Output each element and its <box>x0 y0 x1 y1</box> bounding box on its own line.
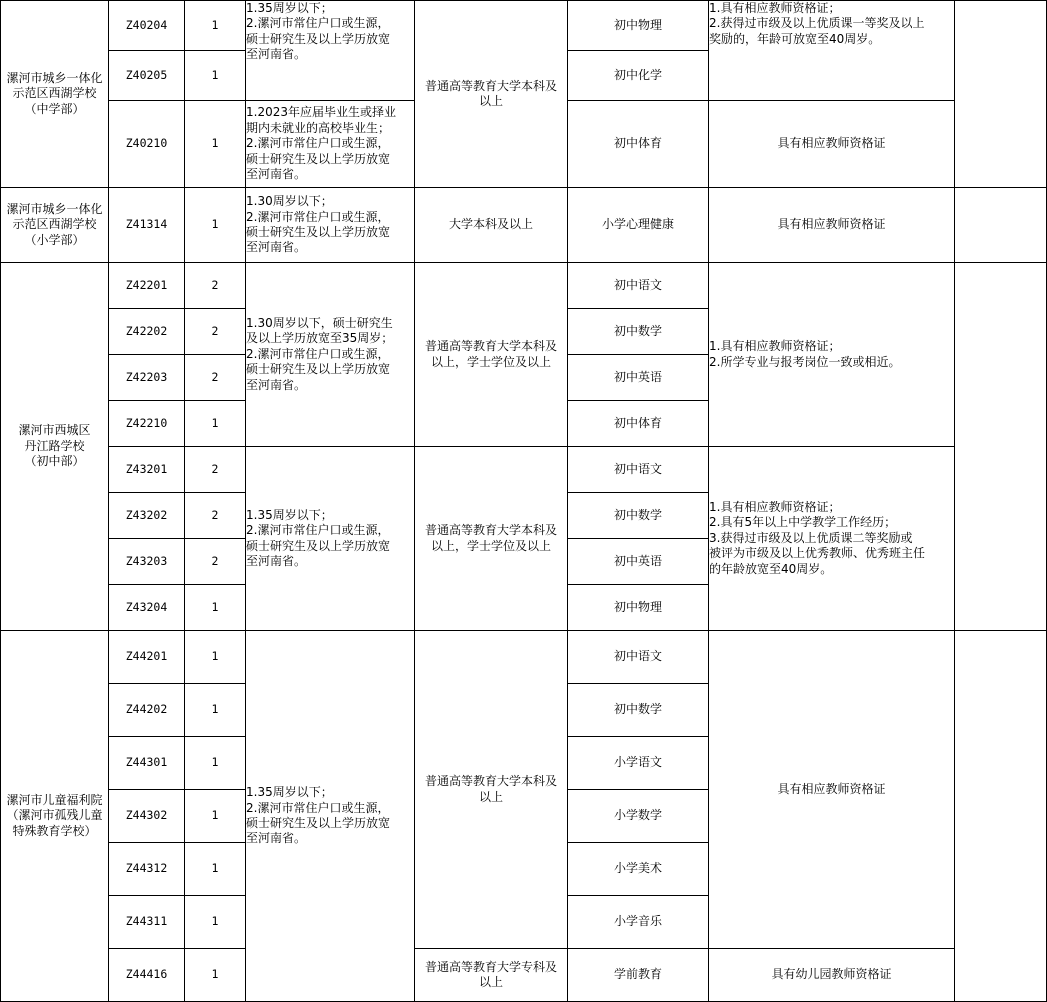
headcount-cell <box>185 631 245 683</box>
column-border <box>708 0 709 1002</box>
position-code-cell <box>109 309 184 354</box>
subject-cell-text: 初中语文 <box>613 277 662 292</box>
headcount-cell-text: 1 <box>211 702 219 717</box>
headcount-cell <box>185 188 245 262</box>
row-border <box>108 308 246 309</box>
row-border <box>567 354 709 355</box>
row-border <box>108 736 246 737</box>
age-requirement-cell <box>246 447 414 630</box>
row-border <box>108 354 246 355</box>
column-border <box>414 0 415 1002</box>
position-code-cell-text: Z43201 <box>125 461 168 476</box>
headcount-cell <box>185 949 245 1001</box>
headcount-cell <box>185 101 245 187</box>
school-name-cell <box>1 631 108 1001</box>
education-cell-text: 普通高等教育大学本科及 以上，学士学位及以上 <box>424 523 557 553</box>
position-code-cell <box>109 101 184 187</box>
headcount-cell-text: 1 <box>211 415 219 430</box>
position-code-cell-text: Z41314 <box>125 217 168 232</box>
position-code-cell-text: Z44311 <box>125 914 168 929</box>
position-code-cell-text: Z43202 <box>125 507 168 522</box>
row-border <box>567 100 955 101</box>
column-border <box>954 0 955 1002</box>
subject-cell <box>568 631 708 683</box>
subject-cell <box>568 1 708 50</box>
row-border <box>567 538 709 539</box>
age-requirement-cell-text: 1.2023年应届毕业生或择业 期内未就业的高校毕业生； 2.漯河市常住户口或生源， 硕士研究生及以上学历放宽 至河南省。 <box>246 105 396 182</box>
row-border <box>108 683 246 684</box>
headcount-cell-text: 1 <box>211 967 219 982</box>
education-cell <box>415 1 567 187</box>
position-code-cell <box>109 447 184 492</box>
subject-cell-text: 初中体育 <box>613 415 662 430</box>
headcount-cell <box>185 493 245 538</box>
other-requirement-cell <box>709 263 954 446</box>
headcount-cell-text: 2 <box>211 369 219 384</box>
position-code-cell-text: Z44302 <box>125 808 168 823</box>
subject-cell-text: 初中体育 <box>613 136 662 151</box>
headcount-cell-text: 2 <box>211 553 219 568</box>
position-code-cell <box>109 790 184 842</box>
other-requirement-cell <box>709 101 954 187</box>
other-requirement-cell <box>709 447 954 630</box>
headcount-cell-text: 1 <box>211 755 219 770</box>
other-requirement-cell <box>709 188 954 262</box>
headcount-cell-text: 1 <box>211 649 219 664</box>
position-code-cell-text: Z44416 <box>125 967 168 982</box>
position-code-cell-text: Z43204 <box>125 599 168 614</box>
subject-cell <box>568 896 708 948</box>
other-requirement-cell-text: 具有相应教师资格证 <box>777 217 886 232</box>
position-code-cell-text: Z44201 <box>125 649 168 664</box>
subject-cell <box>568 447 708 492</box>
school-name-cell-text: 漯河市儿童福利院 （漯河市孤残儿童 特殊教育学校） <box>6 792 103 838</box>
position-code-cell-text: Z42203 <box>125 369 168 384</box>
position-code-cell-text: Z44312 <box>125 861 168 876</box>
subject-cell <box>568 949 708 1001</box>
age-requirement-cell <box>246 263 414 446</box>
education-cell <box>415 447 567 630</box>
subject-cell <box>568 737 708 789</box>
education-cell-text: 普通高等教育大学本科及 以上，学士学位及以上 <box>424 339 557 369</box>
headcount-cell-text: 1 <box>211 67 219 82</box>
subject-cell-text: 小学心理健康 <box>601 217 674 232</box>
block-border <box>0 262 1047 263</box>
subject-cell-text: 小学数学 <box>613 808 662 823</box>
position-code-cell <box>109 263 184 308</box>
age-requirement-cell <box>246 188 414 262</box>
position-code-cell <box>109 896 184 948</box>
school-name-cell-text: 漯河市城乡一体化 示范区西湖学校 （小学部） <box>6 201 103 247</box>
education-cell <box>415 949 567 1001</box>
age-requirement-cell <box>246 101 414 187</box>
subject-cell <box>568 843 708 895</box>
education-cell-text: 普通高等教育大学本科及 以上 <box>424 774 557 804</box>
row-border <box>567 789 709 790</box>
school-name-cell-text: 漯河市城乡一体化 示范区西湖学校 （中学部） <box>6 70 103 116</box>
headcount-cell-text: 2 <box>211 323 219 338</box>
position-code-cell-text: Z42202 <box>125 323 168 338</box>
row-border <box>567 842 709 843</box>
position-code-cell <box>109 493 184 538</box>
other-requirement-cell-text: 1.具有相应教师资格证； 2.具有5年以上中学教学工作经历； 3.获得过市级及以上优质课二等奖励或 被评为市级及以上优秀教师、优秀班主任 的年龄放宽至40周岁。 <box>709 499 926 576</box>
subject-cell <box>568 790 708 842</box>
other-requirement-cell-text: 1.具有相应教师资格证； 2.所学专业与报考岗位一致或相近。 <box>709 339 901 369</box>
headcount-cell-text: 1 <box>211 861 219 876</box>
table-border <box>0 0 1 1002</box>
subject-cell <box>568 309 708 354</box>
block-border <box>0 0 1047 1</box>
row-border <box>567 400 709 401</box>
headcount-cell <box>185 401 245 446</box>
row-border <box>108 895 246 896</box>
education-cell <box>415 263 567 446</box>
age-requirement-cell <box>246 1 414 100</box>
subject-cell <box>568 188 708 262</box>
headcount-cell <box>185 585 245 630</box>
subject-cell-text: 初中物理 <box>613 599 662 614</box>
subject-cell <box>568 51 708 100</box>
age-requirement-cell-text: 1.35周岁以下； 2.漯河市常住户口或生源， 硕士研究生及以上学历放宽 至河南省。 <box>246 507 391 568</box>
row-border <box>567 895 709 896</box>
other-requirement-cell-text: 具有相应教师资格证 <box>777 781 886 796</box>
subject-cell <box>568 585 708 630</box>
subject-cell-text: 小学音乐 <box>613 914 662 929</box>
position-code-cell <box>109 737 184 789</box>
subject-cell <box>568 355 708 400</box>
position-code-cell <box>109 1 184 50</box>
other-requirement-cell-text: 具有幼儿园教师资格证 <box>771 967 892 982</box>
block-border <box>0 630 1047 631</box>
headcount-cell <box>185 896 245 948</box>
subject-cell-text: 小学美术 <box>613 861 662 876</box>
headcount-cell <box>185 843 245 895</box>
row-border <box>567 308 709 309</box>
column-border <box>567 0 568 1002</box>
position-code-cell <box>109 631 184 683</box>
position-code-cell <box>109 51 184 100</box>
row-border <box>108 400 246 401</box>
headcount-cell <box>185 737 245 789</box>
column-border <box>108 0 109 1002</box>
headcount-cell-text: 1 <box>211 808 219 823</box>
subject-cell <box>568 493 708 538</box>
position-code-cell <box>109 188 184 262</box>
headcount-cell <box>185 355 245 400</box>
other-requirement-cell-text: 1.具有相应教师资格证； 2.获得过市级及以上优质课一等奖及以上 奖励的，年龄可放宽至40周岁。 <box>709 1 925 46</box>
subject-cell-text: 初中化学 <box>613 67 662 82</box>
row-border <box>567 50 709 51</box>
position-code-cell-text: Z42201 <box>125 277 168 292</box>
education-cell-text: 普通高等教育大学本科及 以上 <box>424 78 557 108</box>
headcount-cell-text: 1 <box>211 914 219 929</box>
position-code-cell <box>109 585 184 630</box>
position-code-cell <box>109 684 184 736</box>
headcount-cell-text: 2 <box>211 461 219 476</box>
row-border <box>567 683 709 684</box>
headcount-cell <box>185 684 245 736</box>
position-code-cell-text: Z42210 <box>125 415 168 430</box>
subject-cell <box>568 263 708 308</box>
headcount-cell <box>185 1 245 50</box>
subject-cell-text: 初中物理 <box>613 17 662 32</box>
row-border <box>567 492 709 493</box>
row-border <box>567 736 709 737</box>
age-requirement-cell <box>246 631 414 1001</box>
row-border <box>414 948 955 949</box>
block-border <box>0 187 1047 188</box>
position-code-cell-text: Z40205 <box>125 67 168 82</box>
row-border <box>108 948 246 949</box>
row-border <box>108 492 246 493</box>
row-border <box>567 584 709 585</box>
column-border <box>184 0 185 1002</box>
headcount-cell <box>185 790 245 842</box>
position-code-cell-text: Z40204 <box>125 17 168 32</box>
row-border <box>108 842 246 843</box>
row-border <box>108 50 246 51</box>
position-code-cell <box>109 843 184 895</box>
headcount-cell <box>185 51 245 100</box>
row-border <box>108 584 246 585</box>
row-border <box>108 100 415 101</box>
education-cell <box>415 631 567 948</box>
headcount-cell-text: 1 <box>211 17 219 32</box>
education-cell-text: 普通高等教育大学专科及 以上 <box>424 959 557 989</box>
row-border <box>108 789 246 790</box>
position-code-cell-text: Z40210 <box>125 136 168 151</box>
subject-cell-text: 初中英语 <box>613 553 662 568</box>
subject-cell-text: 初中数学 <box>613 323 662 338</box>
position-code-cell-text: Z44202 <box>125 702 168 717</box>
school-name-cell <box>1 188 108 262</box>
other-requirement-cell <box>709 1 954 100</box>
headcount-cell-text: 2 <box>211 507 219 522</box>
headcount-cell <box>185 539 245 584</box>
position-code-cell <box>109 949 184 1001</box>
age-requirement-cell-text: 1.35周岁以下； 2.漯河市常住户口或生源， 硕士研究生及以上学历放宽 至河南省。 <box>246 1 391 62</box>
headcount-cell-text: 1 <box>211 217 219 232</box>
subject-cell <box>568 539 708 584</box>
age-requirement-cell-text: 1.30周岁以下； 2.漯河市常住户口或生源， 硕士研究生及以上学历放宽 至河南省。 <box>246 194 391 255</box>
age-requirement-cell-text: 1.35周岁以下； 2.漯河市常住户口或生源， 硕士研究生及以上学历放宽 至河南省。 <box>246 785 391 846</box>
position-code-cell <box>109 401 184 446</box>
column-border <box>245 0 246 1002</box>
position-code-cell-text: Z44301 <box>125 755 168 770</box>
headcount-cell <box>185 309 245 354</box>
headcount-cell <box>185 447 245 492</box>
subject-cell-text: 学前教育 <box>613 967 662 982</box>
headcount-cell-text: 1 <box>211 599 219 614</box>
subject-cell-text: 初中数学 <box>613 507 662 522</box>
position-code-cell <box>109 355 184 400</box>
education-cell <box>415 188 567 262</box>
subject-cell-text: 初中数学 <box>613 702 662 717</box>
position-code-cell-text: Z43203 <box>125 553 168 568</box>
subject-cell <box>568 101 708 187</box>
other-requirement-cell-text: 具有相应教师资格证 <box>777 136 886 151</box>
school-name-cell <box>1 1 108 187</box>
age-requirement-cell-text: 1.30周岁以下，硕士研究生 及以上学历放宽至35周岁； 2.漯河市常住户口或生源， 硕士研究生及以上学历放宽 至河南省。 <box>246 315 394 392</box>
subject-cell-text: 初中语文 <box>613 461 662 476</box>
education-cell-text: 大学本科及以上 <box>448 217 533 232</box>
headcount-cell <box>185 263 245 308</box>
headcount-cell-text: 2 <box>211 277 219 292</box>
other-requirement-cell <box>709 949 954 1001</box>
subject-cell <box>568 401 708 446</box>
subject-cell <box>568 684 708 736</box>
school-name-cell <box>1 263 108 630</box>
school-name-cell-text: 漯河市西城区 丹江路学校 （初中部） <box>18 423 91 469</box>
subject-cell-text: 初中英语 <box>613 369 662 384</box>
position-code-cell <box>109 539 184 584</box>
row-border <box>108 538 246 539</box>
subject-cell-text: 初中语文 <box>613 649 662 664</box>
other-requirement-cell <box>709 631 954 948</box>
headcount-cell-text: 1 <box>211 136 219 151</box>
subject-cell-text: 小学语文 <box>613 755 662 770</box>
row-border <box>108 446 955 447</box>
